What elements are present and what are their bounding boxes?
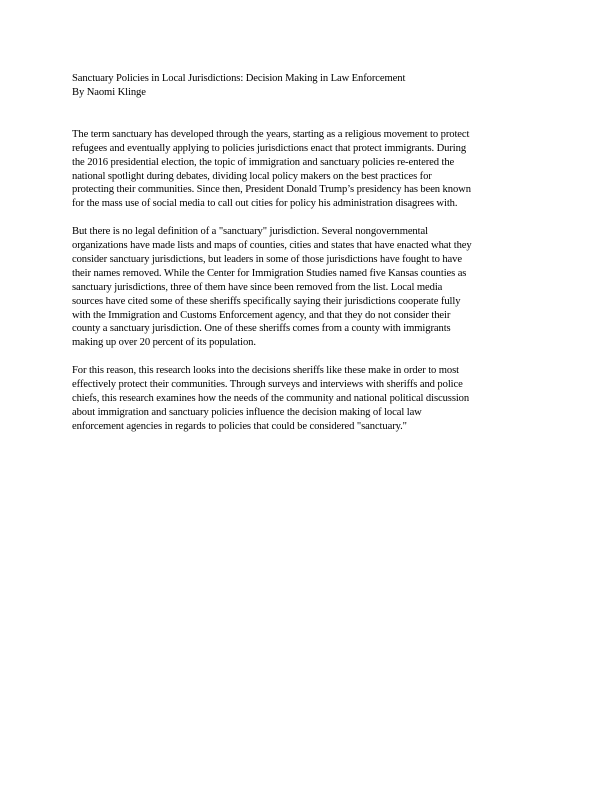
paragraph-1 bbox=[72, 128, 540, 211]
document-byline: By Naomi Klinge bbox=[72, 86, 146, 98]
header-spacer bbox=[72, 100, 540, 128]
paragraph-line: chiefs, this research examines how the needs of the community and national political discussion bbox=[72, 393, 470, 404]
paragraph-3 bbox=[72, 364, 540, 434]
paragraph-line: But there is no legal definition of a "sanctuary" jurisdiction. Several nongovernmental bbox=[72, 226, 428, 238]
paragraph-line: national spotlight during debates, dividing local policy makers on the best practices for bbox=[72, 170, 432, 182]
paragraph-line: consider sanctuary jurisdictions, but leaders in some of those jurisdictions have fought to have bbox=[72, 253, 462, 265]
paragraph-line: county a sanctuary jurisdiction. One of these sheriffs comes from a county with immigrants bbox=[72, 323, 451, 335]
paragraph-line: organizations have made lists and maps of counties, cities and states that have enacted what they bbox=[72, 240, 472, 252]
paragraph-line: for the mass use of social media to call out cities for policy his administration disagrees with. bbox=[72, 198, 458, 210]
paragraph-line: For this reason, this research looks into the decisions sheriffs like these make in order to most bbox=[72, 365, 459, 377]
paragraph-line: effectively protect their communities. Through surveys and interviews with sheriffs and police bbox=[72, 379, 463, 391]
paragraph-2 bbox=[72, 225, 540, 350]
paragraph-line: The term sanctuary has developed through the years, starting as a religious movement to protect bbox=[72, 128, 470, 140]
paragraph-line: sanctuary jurisdictions, three of them have since been removed from the list. Local media bbox=[72, 281, 443, 293]
paragraph-line: enforcement agencies in regards to policies that could be considered "sanctuary." bbox=[72, 420, 407, 432]
paragraph-line: protecting their communities. Since then, President Donald Trump’s presidency has been known bbox=[72, 184, 471, 196]
paragraph-line: making up over 20 percent of its population. bbox=[72, 337, 256, 349]
document-title: Sanctuary Policies in Local Jurisdictions: Decision Making in Law Enforcement bbox=[72, 73, 406, 84]
document-body bbox=[72, 72, 540, 448]
paragraph-line: refugees and eventually applying to policies jurisdictions enact that protect immigrants. During bbox=[72, 142, 467, 154]
paragraph-line: the 2016 presidential election, the topic of immigration and sanctuary policies re-entered the bbox=[72, 156, 455, 168]
paragraph-line: their names removed. While the Center for Immigration Studies named five Kansas counties as bbox=[72, 267, 467, 279]
paragraph-line: about immigration and sanctuary policies influence the decision making of local law bbox=[72, 406, 422, 418]
paragraph-line: with the Immigration and Customs Enforcement agency, and that they do not consider their bbox=[72, 309, 451, 321]
paragraph-line: sources have cited some of these sheriffs specifically saying their jurisdictions cooperate fully bbox=[72, 295, 461, 307]
